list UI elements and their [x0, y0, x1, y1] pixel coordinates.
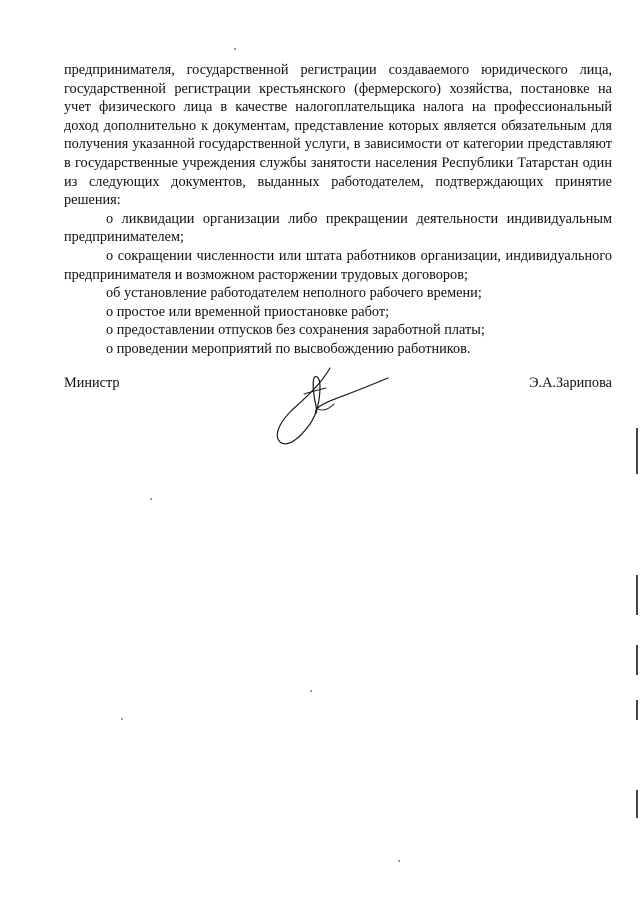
- scan-edge-mark: [636, 700, 638, 720]
- list-item: о простое или временной приостановке работ;: [106, 303, 390, 320]
- signature-block: [64, 372, 612, 462]
- scan-edge-mark: [636, 645, 638, 675]
- signatory-role: Министр: [64, 375, 120, 391]
- scan-speck: [310, 690, 312, 692]
- list-item: о сокращении численности или штата работников организации, индивидуального предпринимателя и возможном расторжении трудовых договоров;: [64, 247, 612, 283]
- signatory-name: Э.А.Зарипова: [529, 375, 612, 391]
- scan-speck: [234, 48, 236, 50]
- list-item: о предоставлении отпусков без сохранения заработной платы;: [106, 322, 485, 339]
- scan-edge-mark: [636, 575, 638, 615]
- scan-edge-mark: [636, 790, 638, 818]
- scan-speck: [150, 498, 152, 500]
- scan-speck: [121, 718, 123, 720]
- list-item: о ликвидации организации либо прекращении деятельности индивидуальным предпринимателем;: [64, 210, 612, 246]
- main-paragraph: предпринимателя, государственной регистрации создаваемого юридического лица, государственной регистрации крестьянского (фермерского) хозяйства, постановке на учет физического лица в качестве налогоплательщика налога на профессиональный доход дополнительно к документам, представление которых является обязательным для получения указанной государственной услуги, в зависимости от категории представляют в государственные учреждения службы занятости населения Республики Татарстан один из следующих документов, выданных работодателем, подтверждающих принятие решения:: [64, 62, 612, 209]
- document-body: [64, 61, 612, 359]
- scan-edge-mark: [636, 428, 638, 474]
- list-item: об установление работодателем неполного рабочего времени;: [106, 285, 482, 302]
- scan-speck: [398, 860, 400, 862]
- handwritten-signature: [270, 364, 400, 454]
- list-item: о проведении мероприятий по высвобождению работников.: [106, 340, 471, 357]
